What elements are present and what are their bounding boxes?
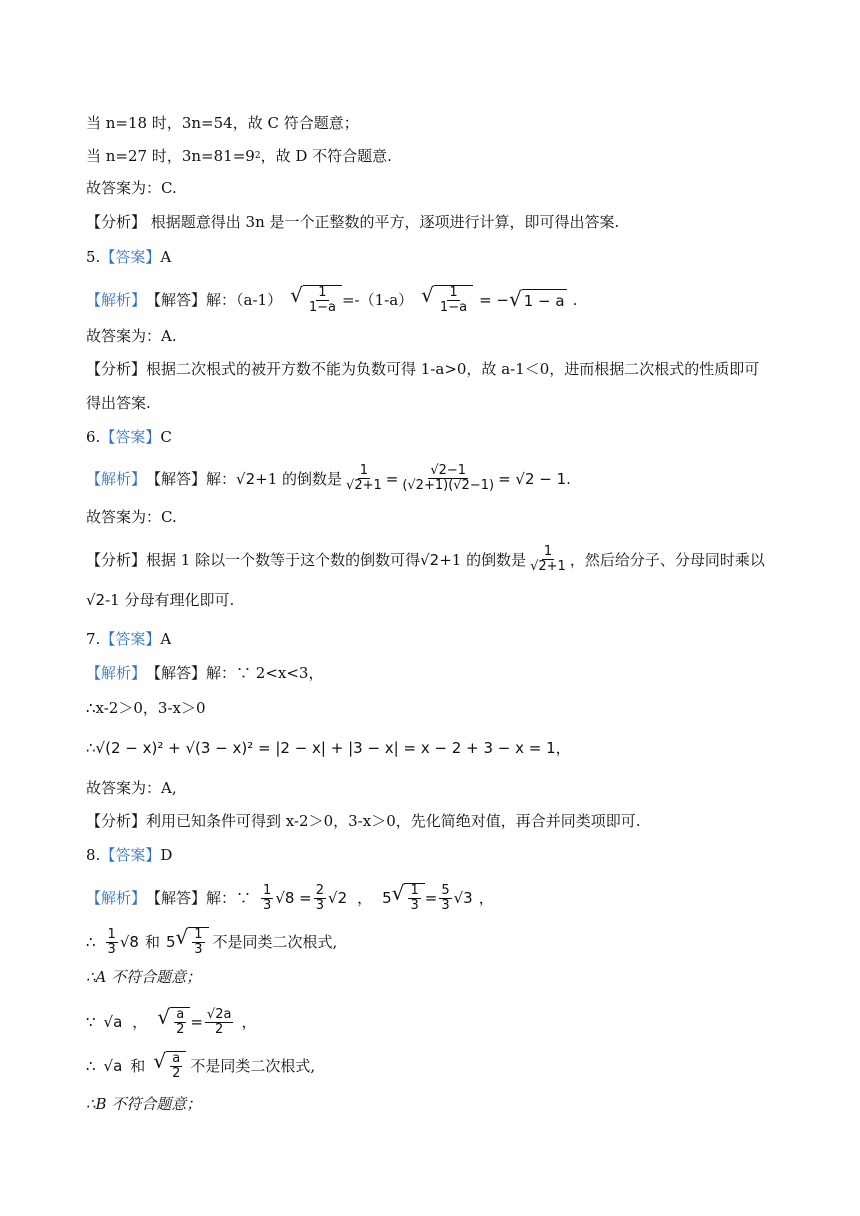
solution-line-5: 【解析】 【解答】解：（a-1） √ $\frac{1}{1-a}$ =-（1-a） √ $\frac{1}{1-a}$ = − √ 1 − a . xyxy=(86,283,578,315)
solution-line-7: 【解析】 【解答】解：∵ 2<x<3， xyxy=(86,664,324,682)
question-answer-5: 5. 【答案】 A xyxy=(86,248,172,266)
question-answer-8: 8. 【答案】 D xyxy=(86,846,173,864)
question-answer-6: 6. 【答案】 C xyxy=(86,428,172,446)
text-line: ∴ $\frac{1}{3}$ √ 8 和 5 √ $\frac{1}{3}$ 不是同类二次根式, xyxy=(86,925,338,957)
text-line: 故答案为：A, xyxy=(86,779,177,797)
radical-expression: √ 1 − a xyxy=(508,286,565,311)
question-answer-7: 7. 【答案】 A xyxy=(86,630,172,648)
analysis-line: 得出答案. xyxy=(86,394,151,412)
radical-expression: √ $\frac{1}{1-a}$ xyxy=(290,285,342,315)
solution-line-6: 【解析】 【解答】解： √2 +1 的倒数是 $\frac{1}{√2+1}$ = $\frac{√2-1}{(√2+1)(√2-1)}$ = √2 − 1. xyxy=(86,463,571,493)
text-line: 当 n=18 时，3n=54，故 C 符合题意； xyxy=(86,114,359,132)
text-line: 当 n=27 时，3n=81=9 2 ，故 D 不符合题意. xyxy=(86,147,392,165)
analysis-line: 【分析】根据 1 除以一个数等于这个数的倒数可得 √2 +1 的倒数是 $\frac{1}{√2+1}$ ，然后给分子、分母同时乘以 xyxy=(86,544,765,574)
text-line: ∴ √a 和 √ $\frac{a}{2}$ 不是同类二次根式, xyxy=(86,1049,316,1081)
analysis-line: √2 -1 分母有理化即可. xyxy=(86,591,235,609)
text-line: ∴A 不符合题意； xyxy=(86,968,202,986)
text-line: 故答案为：C. xyxy=(86,508,177,526)
analysis-line: 【分析】利用已知条件可得到 x-2＞0，3-x＞0，先化简绝对值，再合并同类项即可. xyxy=(86,812,641,830)
radical-expression: √ $\frac{1}{1-a}$ xyxy=(421,285,473,315)
text-line: 故答案为：C. xyxy=(86,179,177,197)
analysis-line: 【分析】 根据题意得出 3n 是一个正整数的平方，逐项进行计算，即可得出答案. xyxy=(86,213,620,231)
text-line: ∵ √a ， √ $\frac{a}{2}$ = $\frac{√2a}{2}$ ， xyxy=(86,1005,257,1037)
text-line: 故答案为：A. xyxy=(86,327,177,345)
solution-line-8: 【解析】 【解答】解：∵ $\frac{1}{3}$ √8 = $\frac{2}{3}$ √2 ， 5 √ $\frac{1}{3}$ = $\frac{5}{3}$ √3 ， xyxy=(86,881,494,913)
text-line: ∴B 不符合题意； xyxy=(86,1095,202,1113)
text-line: ∴x-2＞0，3-x＞0 xyxy=(86,699,206,717)
math-line: ∴√(2 − x)² + √(3 − x)² = |2 − x| + |3 − x| = x − 2 + 3 − x = 1， xyxy=(86,739,571,757)
analysis-line: 【分析】根据二次根式的被开方数不能为负数可得 1-a>0，故 a-1＜0，进而根据二次根式的性质即可 xyxy=(86,360,760,378)
